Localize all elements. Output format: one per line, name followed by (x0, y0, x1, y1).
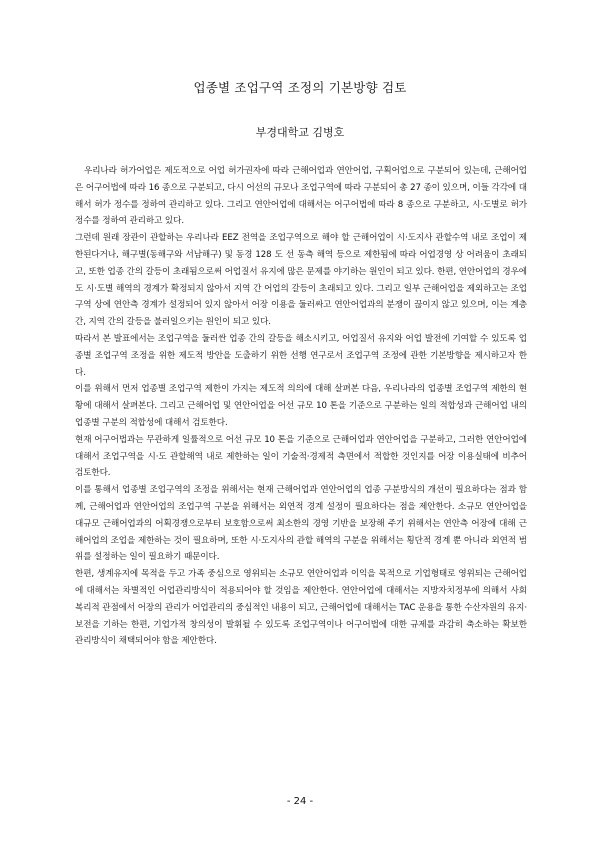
body-paragraph: 이를 통해서 업종별 조업구역의 조정을 위해서는 현재 근해어업과 연안어업의 업종 구분방식의 개선이 필요하다는 점과 함께, 근해어업과 연안어업의 조업구역 구분을 위해서는 외연적 경계 설정이 필요하다는 점을 제안한다. 소규모 연안어업을 대규모 근해어업과의 어획경쟁으로부터 보호함으로써 최소한의 경영 기반을 보장해 주기 위해서는 연안측 어장에 대해 근해어업의 조업을 제한하는 것이 필요하며, 또한 시·도지사의 관할 해역의 구분을 위해서는 횡단적 경계 뿐 아니라 외연적 범위를 설정하는 일이 필요하기 때문이다. (75, 485, 527, 563)
document-title: 업종별 조업구역 조정의 기본방향 검토 (193, 80, 407, 95)
body-paragraph: 현재 어구어법과는 무관하게 일률적으로 어선 규모 10 톤을 기준으로 근해어업과 연안어업을 구분하고, 그러한 연안어업에 대해서 조업구역을 시·도 관할해역 내로 제한하는 일이 기술적·경제적 측면에서 적합한 것인지를 어장 이용실태에 비추어 검토한다. (75, 434, 527, 479)
document-body (75, 163, 527, 650)
document-author: 부경대학교 김병호 (255, 126, 345, 139)
body-paragraph: 그런데 원래 장관이 관할하는 우리나라 EEZ 전역을 조업구역으로 해야 할 근해어업이 시·도지사 관할수역 내로 조업이 제한된다거나, 해구별(동해구와 서남해구) 및 동경 128 도 선 동측 해역 등으로 제한됨에 따라 어업경영 상 어려움이 초래되고, 또한 업종 간의 갈등이 초래됨으로써 어업질서 유지에 많은 문제를 야기하는 원인이 되고 있다. 한편, 연안어업의 경우에도 시·도별 해역의 경계가 확정되지 않아서 지역 간 어업의 갈등이 초래되고 있다. 그리고 일부 근해어업을 제외하고는 조업구역 상에 연안측 경계가 설정되어 있지 않아서 어장 이용을 둘러싸고 연안어업과의 분쟁이 끊이지 않고 있으며, 이는 계층 간, 지역 간의 갈등을 불러일으키는 원인이 되고 있다. (75, 233, 527, 328)
page-number: - 24 - (286, 796, 314, 807)
body-paragraph: 우리나라 허가어업은 제도적으로 어업 허가권자에 따라 근해어업과 연안어업, 구획어업으로 구분되어 있는데, 근해어업은 어구어법에 따라 16 종으로 구분되고, 다시 어선의 규모나 조업구역에 따라 구분되어 총 27 종이 있으며, 이들 각각에 대해서 허가 정수를 정하여 관리하고 있다. 그리고 연안어업에 대해서는 어구어법에 따라 8 종으로 구분하고, 시·도별로 허가 정수를 정하여 관리하고 있다. (75, 166, 527, 227)
body-paragraph: 이를 위해서 먼저 업종별 조업구역 제한이 가지는 제도적 의의에 대해 살펴본 다음, 우리나라의 업종별 조업구역 제한의 현황에 대해서 살펴본다. 그리고 근해어업 및 연안어업을 어선 규모 10 톤을 기준으로 구분하는 일의 적합성과 근해어업 내의 업종별 구분의 적합성에 대해서 검토한다. (75, 384, 527, 428)
body-paragraph: 따라서 본 발표에서는 조업구역을 둘러싼 업종 간의 갈등을 해소시키고, 어업질서 유지와 어업 발전에 기여할 수 있도록 업종별 조업구역 조정을 위한 제도적 방안을 도출하기 위한 선행 연구로서 조업구역 조정에 관한 기본방향을 제시하고자 한다. (75, 333, 527, 378)
body-paragraph: 한편, 생계유지에 목적을 두고 가족 중심으로 영위되는 소규모 연안어업과 이익을 목적으로 기업형태로 영위되는 근해어업에 대해서는 차별적인 어업관리방식이 적용되어야 할 것임을 제안한다. 연안어업에 대해서는 지방자치정부에 의해서 사회복리적 관점에서 어장의 관리가 어업관리의 중심적인 내용이 되고, 근해어업에 대해서는 TAC 운용을 통한 수산자원의 유지·보전을 기하는 한편, 기업가적 창의성이 발휘될 수 있도록 조업구역이나 어구어법에 대한 규제를 과감히 축소하는 확보한 관리방식이 채택되어야 함을 제안한다. (75, 569, 527, 647)
